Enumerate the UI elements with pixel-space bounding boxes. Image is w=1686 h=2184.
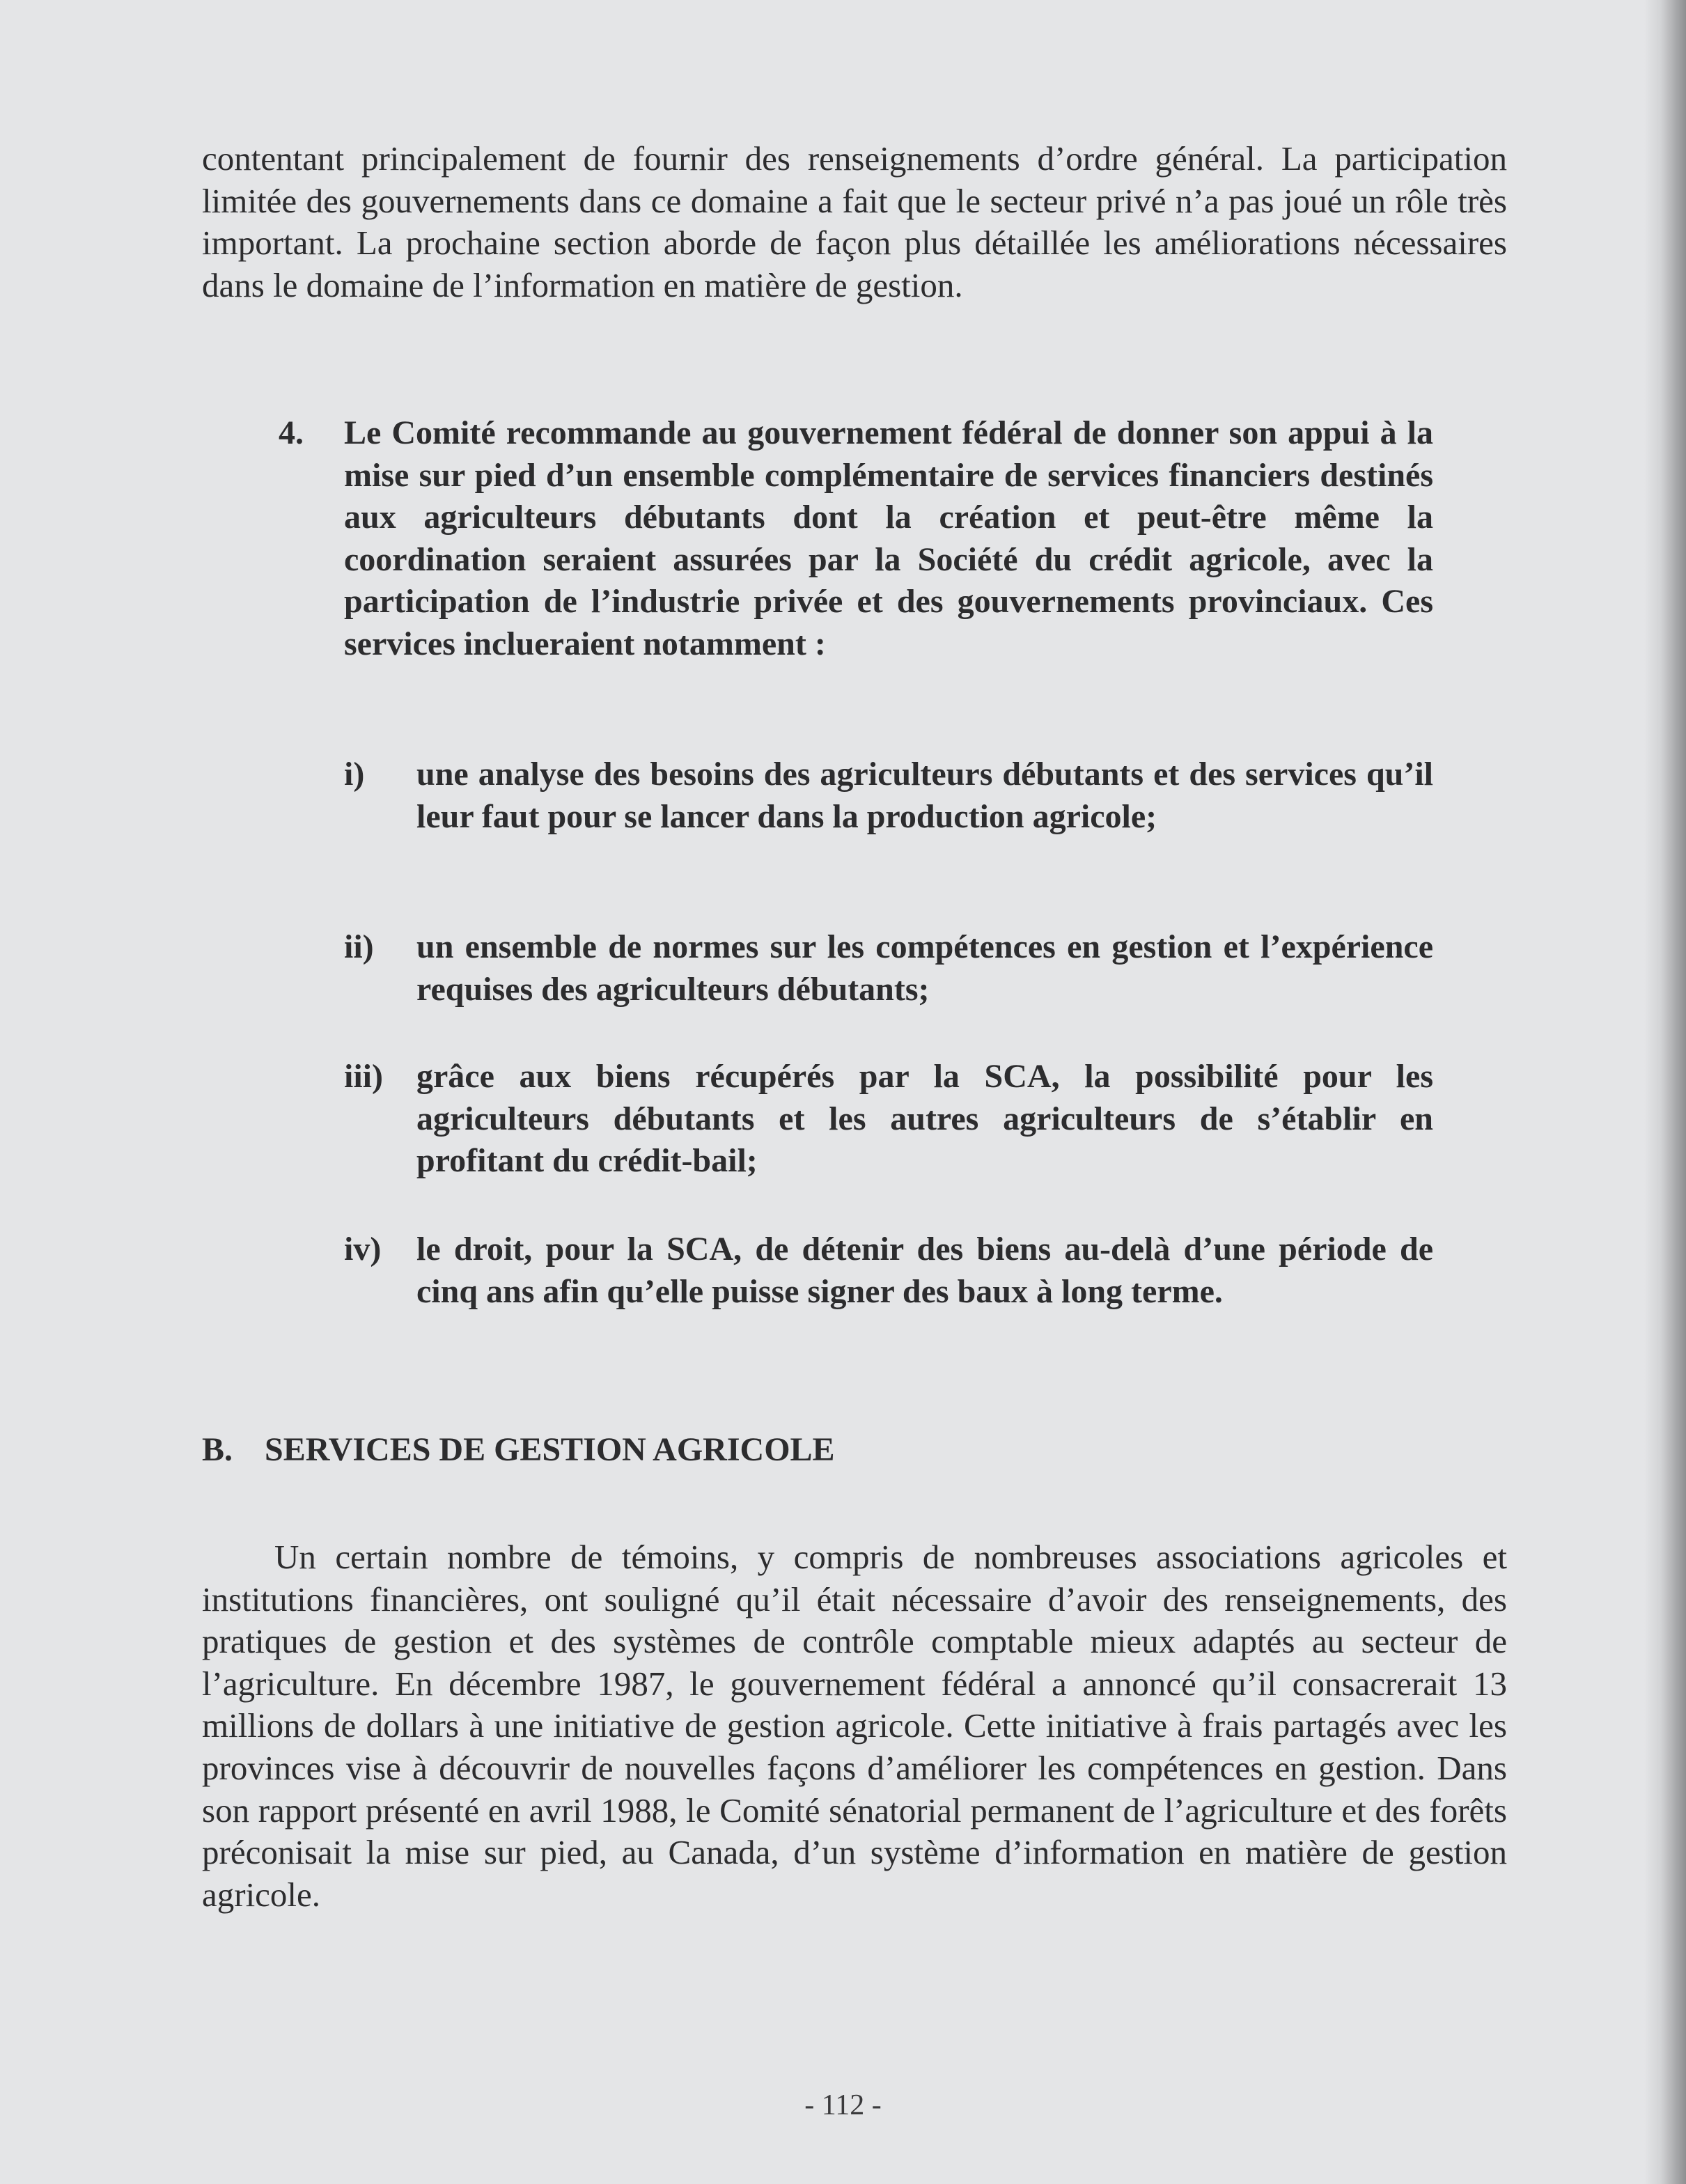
intro-paragraph: contentant principalement de fournir des renseignements d’ordre général. La participation limitée des gouvernements dans ce domaine a fait que le secteur privé n’a pas joué un rôle très important. La prochaine section aborde de façon plus détaillée les améliorations nécessaires dans le domaine de l’information en matière de gestion. [202, 139, 1507, 304]
recommendation-number: 4. [279, 414, 304, 451]
list-item-text-iii: grâce aux biens récupérés par la SCA, la possibilité pour les agriculteurs débutants et les autres agriculteurs de s’établir en profitant du crédit-bail; [416, 1058, 1433, 1180]
list-item-label-ii: ii) [344, 928, 374, 965]
page-number: - 112 - [804, 2089, 882, 2121]
section-title: SERVICES DE GESTION AGRICOLE [265, 1431, 835, 1468]
list-item-text-i: une analyse des besoins des agriculteurs débutants et des services qu’il leur faut pour se lancer dans la production agricole; [416, 756, 1433, 835]
list-item-label-i: i) [344, 756, 365, 793]
page-edge-shadow [1644, 0, 1686, 2184]
section-letter: B. [202, 1431, 233, 1468]
list-item-label-iii: iii) [344, 1058, 383, 1095]
recommendation-text: Le Comité recommande au gouvernement fédéral de donner son appui à la mise sur pied d’un ensemble complémentaire de services financiers destinés aux agriculteurs débutants dont la création et peut-être même la coordination seraient assurées par la Société du crédit agricole, avec la participation de l’industrie privée et des gouvernements provinciaux. Ces services incluerаient notamment : [344, 414, 1433, 662]
list-item-label-iv: iv) [344, 1231, 382, 1268]
list-item-text-iv: le droit, pour la SCA, de détenir des biens au-delà d’une période de cinq ans afin qu’elle puisse signer des baux à long terme. [416, 1231, 1433, 1310]
section-paragraph: Un certain nombre de témoins, y compris de nombreuses associations agricoles et institutions financières, ont souligné qu’il était nécessaire d’avoir des renseignements, des pratiques de gestion et des systèmes de contrôle comptable mieux adaptés au secteur de l’agriculture. En décembre 1987, le gouvernement fédéral a annoncé qu’il consacrerait 13 millions de dollars à une initiative de gestion agricole. Cette initiative à frais partagés avec les provinces vise à découvrir de nouvelles façons d’améliorer les compétences en gestion. Dans son rapport présenté en avril 1988, le Comité sénatorial permanent de l’agriculture et des forêts préconisait la mise sur pied, au Canada, d’un système d’information en matière de gestion agricole. [202, 1538, 1507, 1914]
list-item-text-ii: un ensemble de normes sur les compétences en gestion et l’expérience requises des agriculteurs débutants; [416, 928, 1433, 1008]
section-heading [202, 1429, 835, 1471]
